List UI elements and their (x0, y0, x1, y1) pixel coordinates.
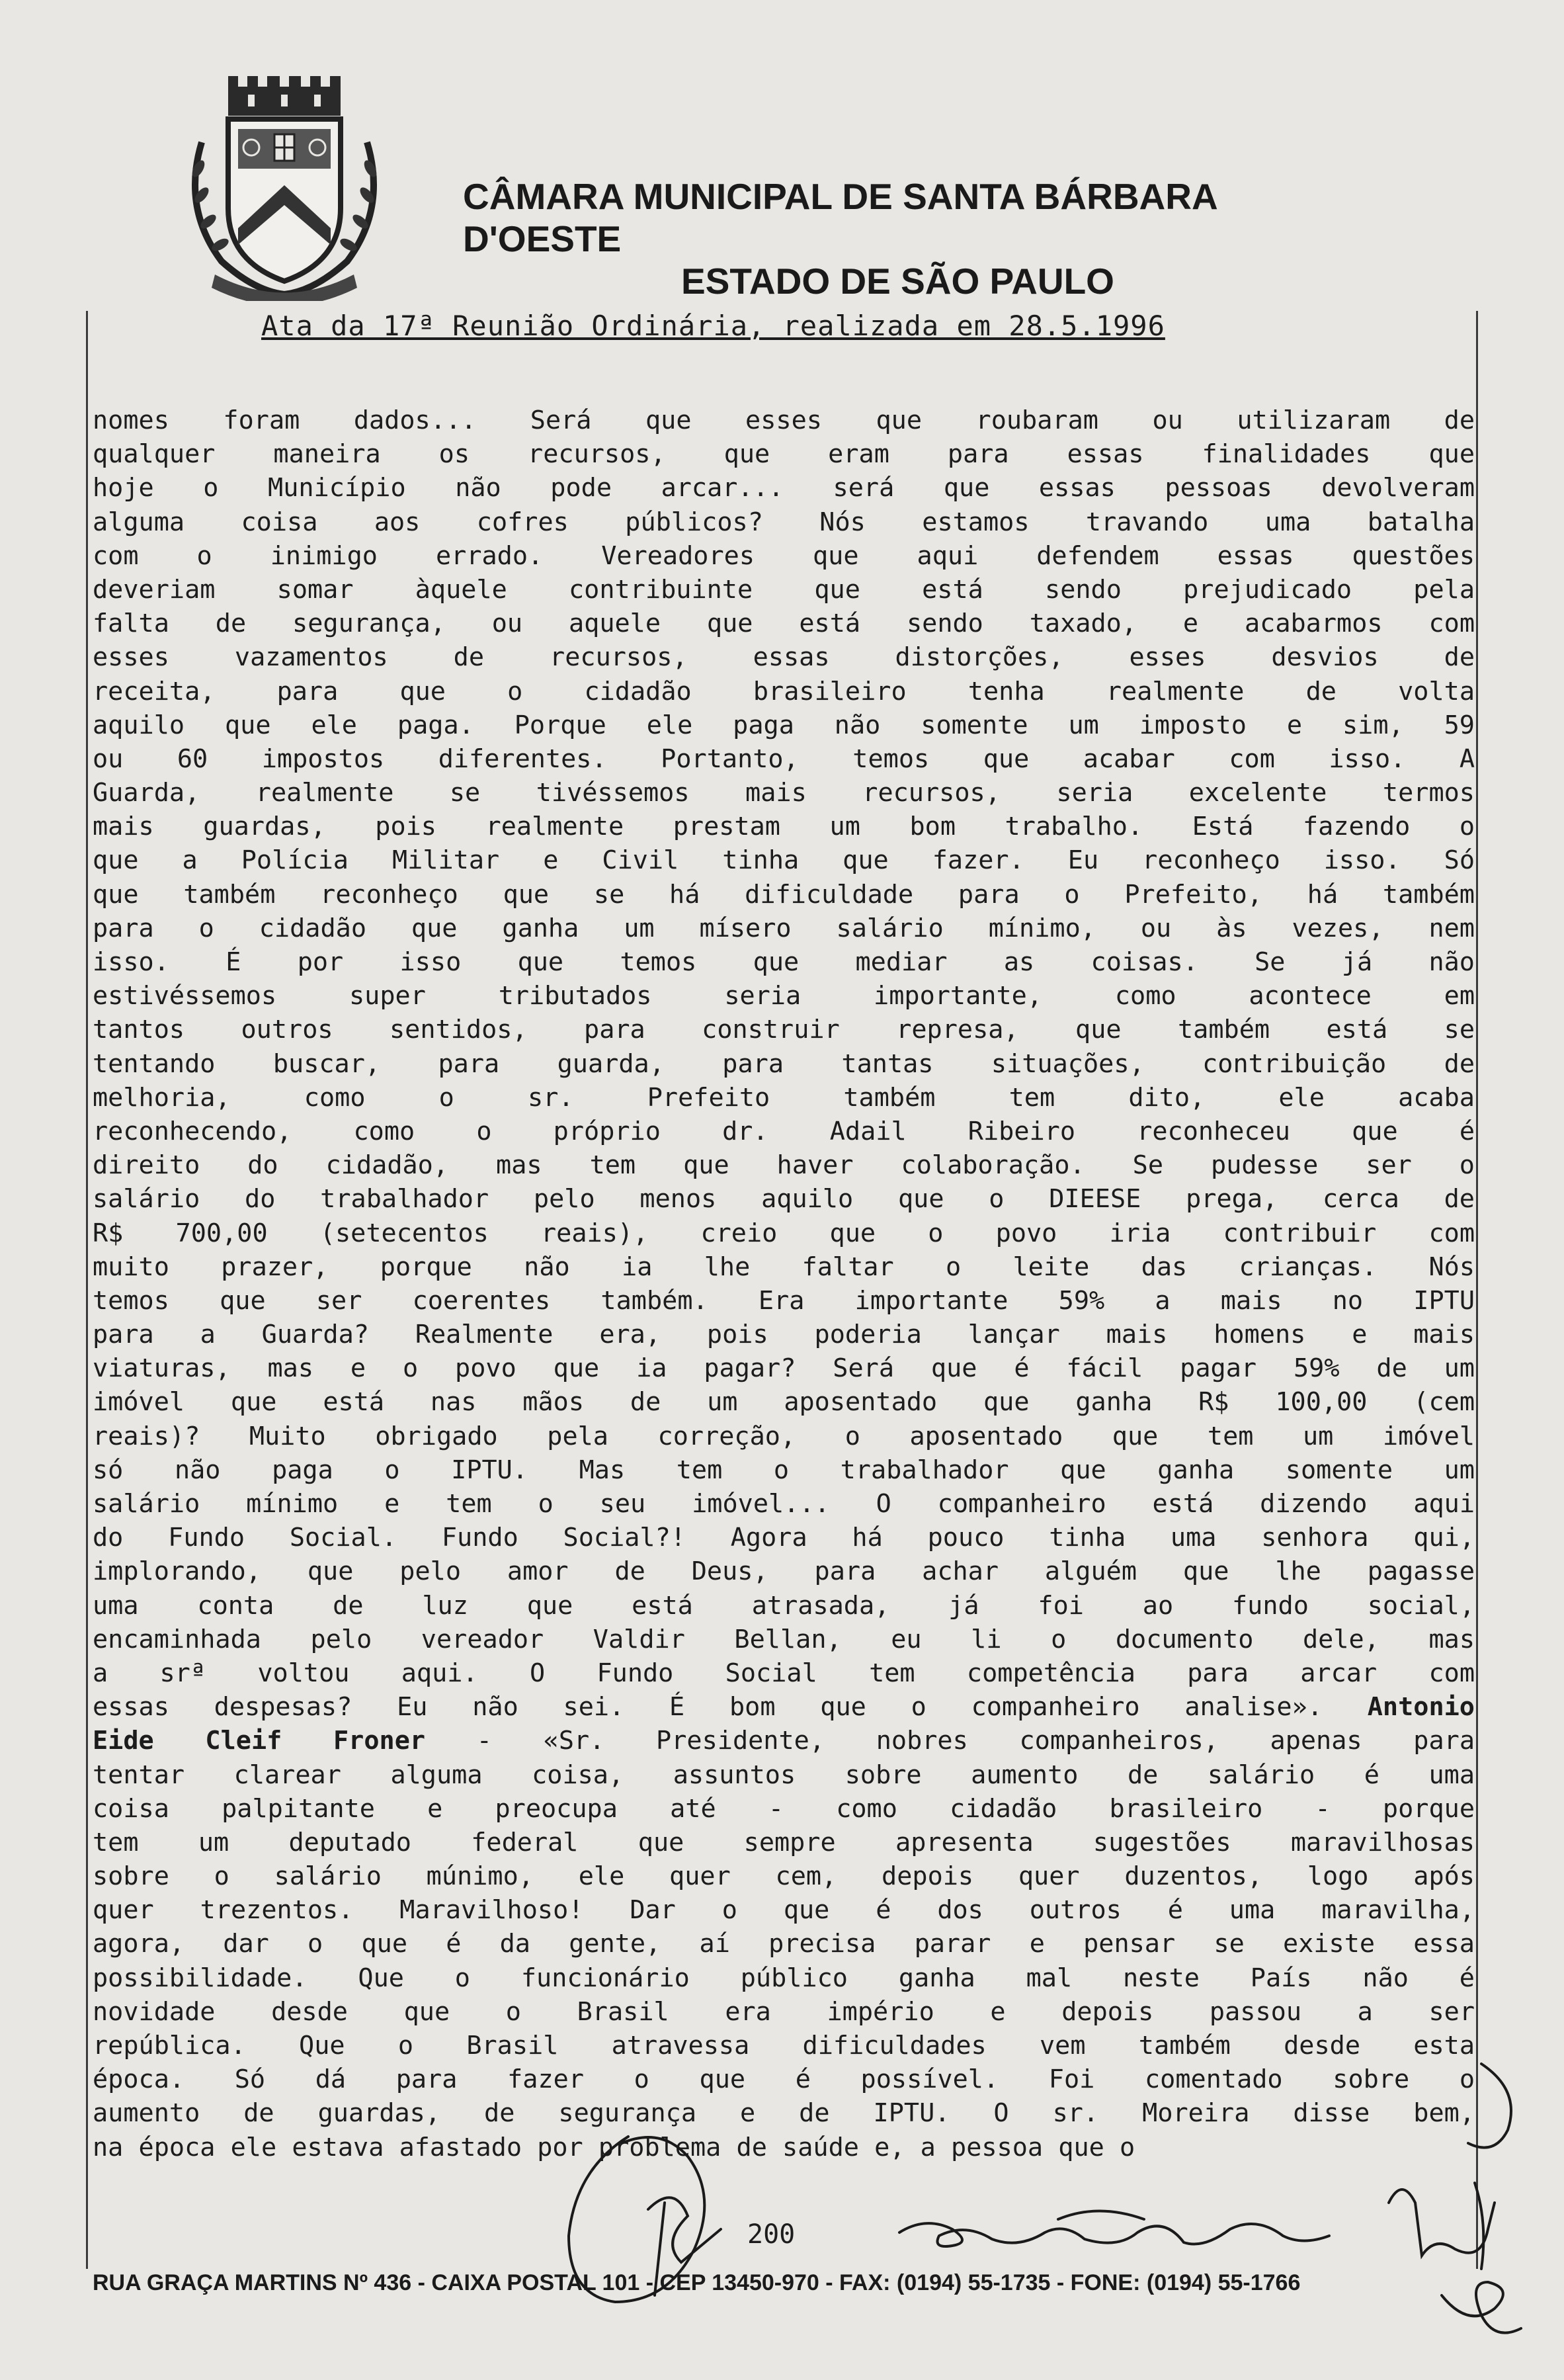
minutes-title: Ata da 17ª Reunião Ordinária, realizada em 28.5.1996 (261, 310, 1165, 342)
body-line: nomes foram dados... Será que esses que roubaram ou utilizaram de (93, 405, 1475, 435)
speaker-name: Antonio (1367, 1692, 1475, 1722)
body-line: tentando buscar, para guarda, para tantas situações, contribuição de (93, 1048, 1475, 1079)
body-line: qualquer maneira os recursos, que eram para essas finalidades que (93, 439, 1475, 470)
body-line: época. Só dá para fazer o que é possível. Foi comentado sobre o (93, 2064, 1475, 2095)
body-line (93, 1690, 1475, 1724)
body-line: temos que ser coerentes também. Era importante 59% a mais no IPTU (93, 1285, 1475, 1316)
body-line: direito do cidadão, mas tem que haver colaboração. Se pudesse ser o (93, 1150, 1475, 1181)
body-line: encaminhada pelo vereador Valdir Bellan, eu li o documento dele, mas (93, 1624, 1475, 1654)
letterhead-footer: RUA GRAÇA MARTINS Nº 436 - CAIXA POSTAL 101 - CEP 13450-970 - FAX: (0194) 55-1735 - FONE: (0194) 55-1766 (93, 2270, 1301, 2295)
body-line: salário mínimo e tem o seu imóvel... O companheiro está dizendo aqui (93, 1489, 1475, 1519)
body-line-text: - «Sr. Presidente, nobres companheiros, apenas para (425, 1726, 1475, 1756)
body-line: reais)? Muito obrigado pela correção, o aposentado que tem um imóvel (93, 1421, 1475, 1451)
body-line: hoje o Município não pode arcar... será que essas pessoas devolveram (93, 473, 1475, 503)
body-line: salário do trabalhador pelo menos aquilo que o DIEESE prega, cerca de (93, 1184, 1475, 1214)
body-line: muito prazer, porque não ia lhe faltar o leite das crianças. Nós (93, 1252, 1475, 1282)
body-line: para a Guarda? Realmente era, pois poderia lançar mais homens e mais (93, 1320, 1475, 1350)
body-line: tentar clarear alguma coisa, assuntos sobre aumento de salário é uma (93, 1760, 1475, 1790)
body-line: isso. É por isso que temos que mediar as coisas. Se já não (93, 947, 1475, 977)
body-line: só não paga o IPTU. Mas tem o trabalhador que ganha somente um (93, 1455, 1475, 1485)
body-line: aquilo que ele paga. Porque ele paga não somente um imposto e sim, 59 (93, 710, 1475, 740)
body-line: esses vazamentos de recursos, essas distorções, esses desvios de (93, 642, 1475, 673)
body-line: Guarda, realmente se tivéssemos mais recursos, seria excelente termos (93, 778, 1475, 808)
body-line: uma conta de luz que está atrasada, já foi ao fundo social, (93, 1590, 1475, 1621)
minutes-body (93, 404, 1475, 2164)
body-line: para o cidadão que ganha um mísero salário mínimo, ou às vezes, nem (93, 913, 1475, 943)
body-line (93, 1724, 1475, 1758)
body-line-text: essas despesas? Eu não sei. É bom que o companheiro analise». (93, 1692, 1368, 1722)
body-line: tem um deputado federal que sempre apresenta sugestões maravilhosas (93, 1827, 1475, 1857)
body-line: ou 60 impostos diferentes. Portanto, temos que acabar com isso. A (93, 744, 1475, 774)
right-margin-rule (1476, 311, 1478, 2269)
state-name: ESTADO DE SÃO PAULO (681, 261, 1114, 302)
body-line: tantos outros sentidos, para construir represa, que também está se (93, 1015, 1475, 1045)
body-line: na época ele estava afastado por problema de saúde e, a pessoa que o (93, 2132, 1135, 2162)
body-line: mais guardas, pois realmente prestam um bom trabalho. Está fazendo o (93, 812, 1475, 842)
body-line: deveriam somar àquele contribuinte que está sendo prejudicado pela (93, 574, 1475, 605)
body-line: novidade desde que o Brasil era império e depois passou a ser (93, 1996, 1475, 2027)
body-line: viaturas, mas e o povo que ia pagar? Será que é fácil pagar 59% de um (93, 1353, 1475, 1384)
body-line: agora, dar o que é da gente, aí precisa parar e pensar se existe essa (93, 1929, 1475, 1959)
speaker-name-continued: Eide Cleif Froner (93, 1726, 426, 1756)
body-line: receita, para que o cidadão brasileiro tenha realmente de volta (93, 676, 1475, 706)
page-number: 200 (747, 2219, 796, 2250)
body-line: coisa palpitante e preocupa até - como cidadão brasileiro - porque (93, 1793, 1475, 1824)
body-line: melhoria, como o sr. Prefeito também tem dito, ele acaba (93, 1082, 1475, 1113)
body-line: alguma coisa aos cofres públicos? Nós estamos travando uma batalha (93, 507, 1475, 537)
body-line: a srª voltou aqui. O Fundo Social tem competência para arcar com (93, 1658, 1475, 1688)
body-line: falta de segurança, ou aquele que está sendo taxado, e acabarmos com (93, 609, 1475, 639)
body-line: com o inimigo errado. Vereadores que aqui defendem essas questões (93, 540, 1475, 571)
coat-of-arms-icon (175, 63, 393, 301)
body-line: república. Que o Brasil atravessa dificuldades vem também desde esta (93, 2031, 1475, 2061)
body-line: estivéssemos super tributados seria importante, como acontece em (93, 981, 1475, 1011)
body-line: reconhecendo, como o próprio dr. Adail Ribeiro reconheceu que é (93, 1116, 1475, 1146)
letterhead-title (463, 175, 1290, 302)
body-line: sobre o salário múnimo, ele quer cem, depois quer duzentos, logo após (93, 1861, 1475, 1892)
institution-name: CÂMARA MUNICIPAL DE SANTA BÁRBARA D'OESTE (463, 176, 1217, 259)
body-line: quer trezentos. Maravilhoso! Dar o que é dos outros é uma maravilha, (93, 1895, 1475, 1926)
body-line: imóvel que está nas mãos de um aposentado que ganha R$ 100,00 (cem (93, 1387, 1475, 1418)
left-margin-rule (86, 311, 88, 2269)
body-line: aumento de guardas, de segurança e de IPTU. O sr. Moreira disse bem, (93, 2098, 1475, 2129)
body-line: implorando, que pelo amor de Deus, para achar alguém que lhe pagasse (93, 1556, 1475, 1587)
body-line: do Fundo Social. Fundo Social?! Agora há pouco tinha uma senhora qui, (93, 1523, 1475, 1553)
body-line: que também reconheço que se há dificuldade para o Prefeito, há também (93, 879, 1475, 910)
body-line: possibilidade. Que o funcionário público ganha mal neste País não é (93, 1963, 1475, 1993)
body-line: que a Polícia Militar e Civil tinha que fazer. Eu reconheço isso. Só (93, 845, 1475, 876)
body-line: R$ 700,00 (setecentos reais), creio que o povo iria contribuir com (93, 1218, 1475, 1248)
